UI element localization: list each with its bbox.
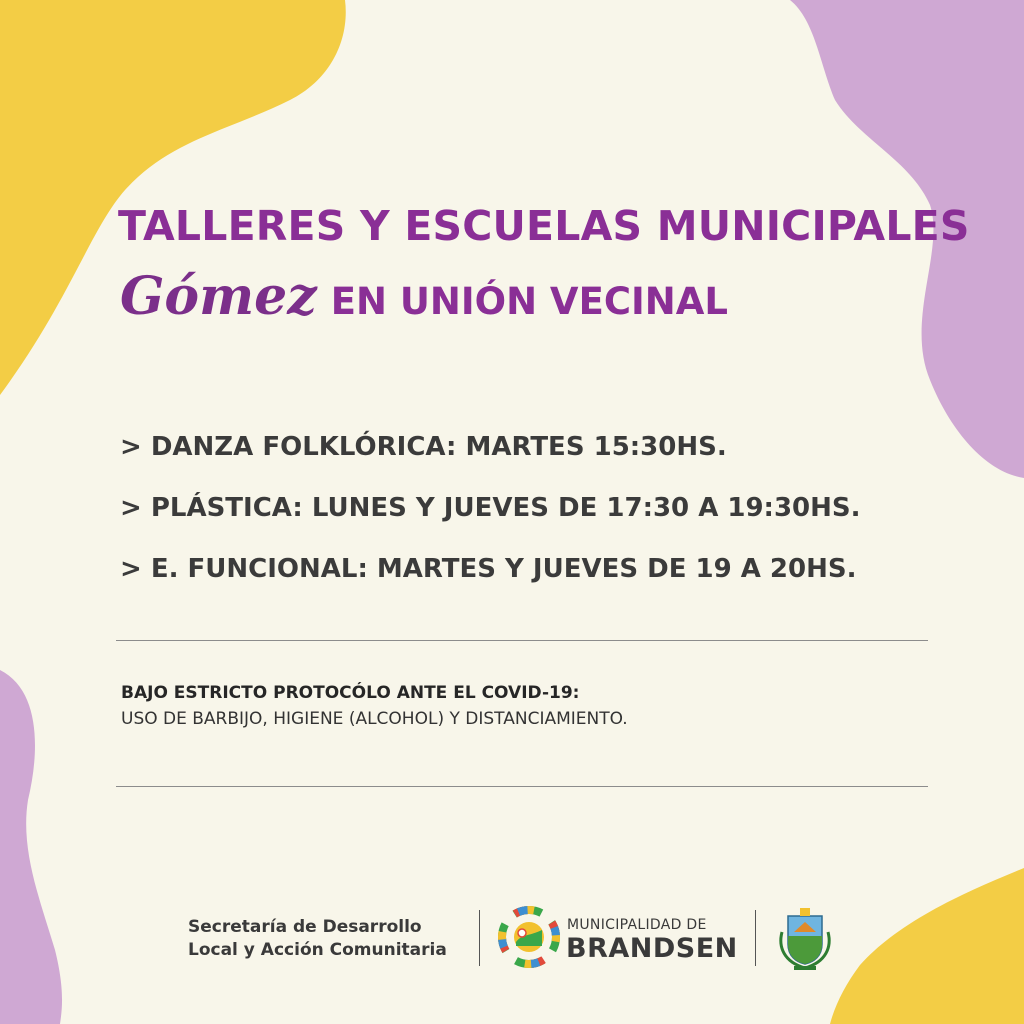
yellow-blob-top-left <box>0 0 346 395</box>
headline-subtitle <box>120 266 728 327</box>
secretaria-line2: Local y Acción Comunitaria <box>188 940 447 960</box>
protocol-body: USO DE BARBIJO, HIGIENE (ALCOHOL) Y DISTANCIAMIENTO. <box>121 709 628 729</box>
brandsen-label: BRANDSEN <box>566 933 738 964</box>
protocol-heading: BAJO ESTRICTO PROTOCÓLO ANTE EL COVID-19: <box>121 683 580 703</box>
schedule-item: > E. FUNCIONAL: MARTES Y JUEVES DE 19 A 20HS. <box>120 554 857 584</box>
secretaria-label <box>188 916 447 962</box>
headline-place-name: Gómez <box>120 266 317 327</box>
schedule-item: > DANZA FOLKLÓRICA: MARTES 15:30HS. <box>120 432 727 462</box>
divider-top <box>116 640 928 641</box>
lilac-blob-bottom-left <box>0 670 62 1024</box>
footer-separator-left <box>479 910 480 966</box>
municipalidad-label: MUNICIPALIDAD DE <box>567 917 707 933</box>
headline-title: TALLERES Y ESCUELAS MUNICIPALES <box>118 202 970 250</box>
schedule-item: > PLÁSTICA: LUNES Y JUEVES DE 17:30 A 19:30HS. <box>120 493 861 523</box>
divider-bottom <box>116 786 928 787</box>
headline-venue: EN UNIÓN VECINAL <box>330 280 728 323</box>
brandsen-logo-icon <box>498 906 560 968</box>
footer-separator-right <box>755 910 756 966</box>
yellow-blob-bottom-right <box>830 868 1024 1024</box>
workshop-schedule-list <box>120 428 861 611</box>
coat-of-arms-icon <box>774 902 836 972</box>
secretaria-line1: Secretaría de Desarrollo <box>188 917 422 937</box>
